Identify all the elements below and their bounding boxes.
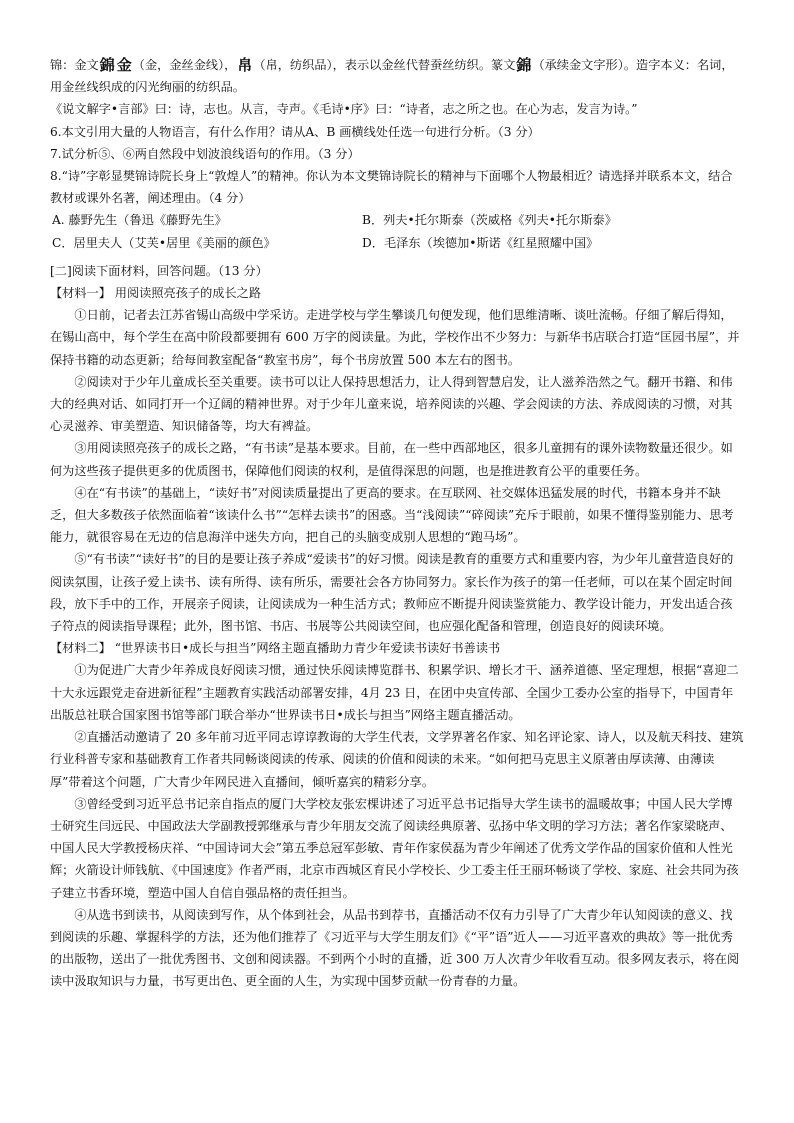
glossary-jin [50,54,744,98]
material-2-title: 【材料二】 “世界读书日•成长与担当”网络主题直播助力青少年爱读书读好书善读书 [50,641,501,656]
option-c: C．居里夫人（艾芙•居里《美丽的颜色》 [52,235,276,250]
seal-script-jin-glyph: 錦 [516,56,532,74]
material-2-paragraph: ③曾经受到习近平总书记亲自指点的厦门大学校友张宏棵讲述了习近平总书记指导大学生读书的温暖故事；中国人民大学博士研究生闫远民、中国政法大学副教授郭继承与青少年朋友交流了阅读经典原著、弘扬中华文明的学习方法；著名作家梁晓声、中国人民大学教授杨庆祥、“中国诗词大会”第五季总冠军彭敏、青年作家侯磊为青少年阐述了优秀文学作品的国家价值和人性光辉；火箭设计师钱航、《中国速度》作者严雨，北京市西城区育民小学校长、少工委主任王丽环畅谈了学校、家庭、社会共同为孩子建立书香环境，塑造中国人自信自强品格的责任担当。 [50,796,739,900]
option-b: B．列夫•托尔斯泰（茨威格《列夫•托尔斯泰》 [362,213,617,228]
glossary-jin-text-b: （金，金丝金线）， [132,58,237,72]
glossary-jin-text-a: 锦：金文 [50,58,99,72]
material-1-paragraph: ③用阅读照亮孩子的成长之路，“有书读”是基本要求。目前，在一些中西部地区，很多儿童拥有的课外读物数量还很少。如何为这些孩子提供更多的优质图书，保障他们阅读的权利，是值得深思的问题，也是推进教育公平的重要任务。 [50,441,733,478]
section-2-title: [二]阅读下面材料，回答问题。（13 分） [50,263,268,278]
bronze-script-jin-glyph: 錦 [99,56,115,74]
material-1-paragraph: ①日前，记者去江苏省锡山高级中学采访。走进学校与学生攀谈几句便发现，他们思维清晰、谈吐流畅。仔细了解后得知，在锡山高中，每个学生在高中阶段都要拥有 600 万字的阅读量。为此，学校作出不少努力：与新华书店联合打造“匡园书屋”，并保持书籍的动态更新；给每间教室配备“教室书房”，每个书房放置 500 本左右的图书。 [50,308,740,367]
material-2-paragraph: ①为促进广大青少年养成良好阅读习惯，通过快乐阅读博览群书、积累学识、增长才干、涵养道德、坚定理想，根据“喜迎二十大永远跟党走奋进新征程”主题教育实践活动部署安排，4月 23 日，在团中央宣传部、全国少工委办公室的指导下，中国青年出版总社联合国家图书馆等部门联合举办“世界读书日•成长与担当”网络主题直播活动。 [50,663,739,722]
material-2-paragraph: ②直播活动邀请了 20 多年前习近平同志谆谆教诲的大学生代表，文学界著名作家、知名评论家、诗人，以及航天科技、建筑行业科普专家和基础教育工作者共同畅谈阅读的传承、阅读的价值和阅读的未来。“如何把马克思主义原著由厚读薄、由薄读厚”带着这个问题，广大青少年网民进入直播间，倾听嘉宾的精彩分享。 [50,730,744,789]
material-2-paragraph: ④从选书到读书，从阅读到写作，从个体到社会，从品书到荐书，直播活动不仅有力引导了广大青少年认知阅读的意义、找到阅读的乐趣、掌握科学的方法，还为他们推荐了《习近平与大学生朋友们》《“平”语”近人——习近平喜欢的典故》等一批优秀的出版物，送出了一批优秀图书、文创和阅读器。不到两个小时的直播，近 300 万人次青少年收看互动。很多网友表示，将在阅读中汲取知识与力量，书写更出色、更全面的人生，为实现中国梦贡献一份青春的力量。 [50,907,740,989]
question-8: 8.“诗”字彰显樊锦诗院长身上“敦煌人”的精神。你认为本文樊锦诗院长的精神与下面哪个人物最相近？请选择并联系本文，结合教材或课外名著，阐述理由。（4 分） [50,169,733,206]
question-6: 6.本文引用大量的人物语言，有什么作用？请从A、B 画横线处任选一句进行分析。（3 分） [50,124,540,139]
material-1-paragraph: ⑤“有书读”“读好书”的目的是要让孩子养成“爱读书”的好习惯。阅读是教育的重要方式和重要内容，为少年儿童营造良好的阅读氛围，让孩子爱上读书、读有所得、读有所乐，需要社会各方协同努力。家长作为孩子的第一任老师，可以在某个固定时间段，放下手中的工作，开展亲子阅读，让阅读成为一种生活方式；教师应不断提升阅读鉴赏能力、教学设计能力，开发出适合孩子符点的阅读指导课程；此外，图书馆、书店、书展等公共阅读空间，也应强化配备和管理，创造良好的阅读环境。 [50,552,734,634]
glossary-shi: 《说文解字•言部》曰：诗，志也。从言，寺声。《毛诗•序》曰：“诗者，志之所之也。在心为志，发言为诗。” [50,102,638,117]
question-8-options [50,209,744,253]
bronze-script-bo-glyph: 帛 [237,56,253,74]
glossary-jin-text-d: （承续金文字形）。造字本义：名词，用金丝线织成的闪光绚丽的纺织品。 [50,58,734,95]
bronze-script-jin-metal-glyph: 金 [116,56,132,74]
question-7: 7.试分析⑤、⑥两自然段中划波浪线语句的作用。（3 分） [50,146,360,161]
material-1-paragraph: ④在“有书读”的基础上，“读好书”对阅读质量提出了更高的要求。在互联网、社交媒体迅猛发展的时代，书籍本身并不缺乏，但大多数孩子依然面临着“该读什么书”“怎样去读书”的困惑。当“浅阅读”“碎阅读”充斥于眼前，如果不懂得鉴别能力、思考能力，就很容易在无边的信息海洋中迷失方向，把自己的头脑变成别人思想的“跑马场”。 [50,485,734,545]
material-1-paragraph: ②阅读对于少年儿童成长至关重要。读书可以让人保持思想活力，让人得到智慧启发，让人滋养浩然之气。翻开书籍、和伟大的经典对话、如同打开一个辽阔的精神世界。对于少年儿童来说，培养阅读的兴趣、学会阅读的方法、养成阅读的习惯，对其心灵滋养、审美塑造、知识储备等，均大有裨益。 [50,374,733,434]
option-d: D．毛泽东（埃德加•斯诺《红星照耀中国》 [362,235,599,250]
glossary-jin-text-c: （帛，纺织品），表示以金丝代替蚕丝纺织。篆文 [253,58,516,72]
option-a: A. 藤野先生（鲁迅《藤野先生》 [52,213,227,228]
material-1-title: 【材料一】 用阅读照亮孩子的成长之路 [50,286,262,301]
